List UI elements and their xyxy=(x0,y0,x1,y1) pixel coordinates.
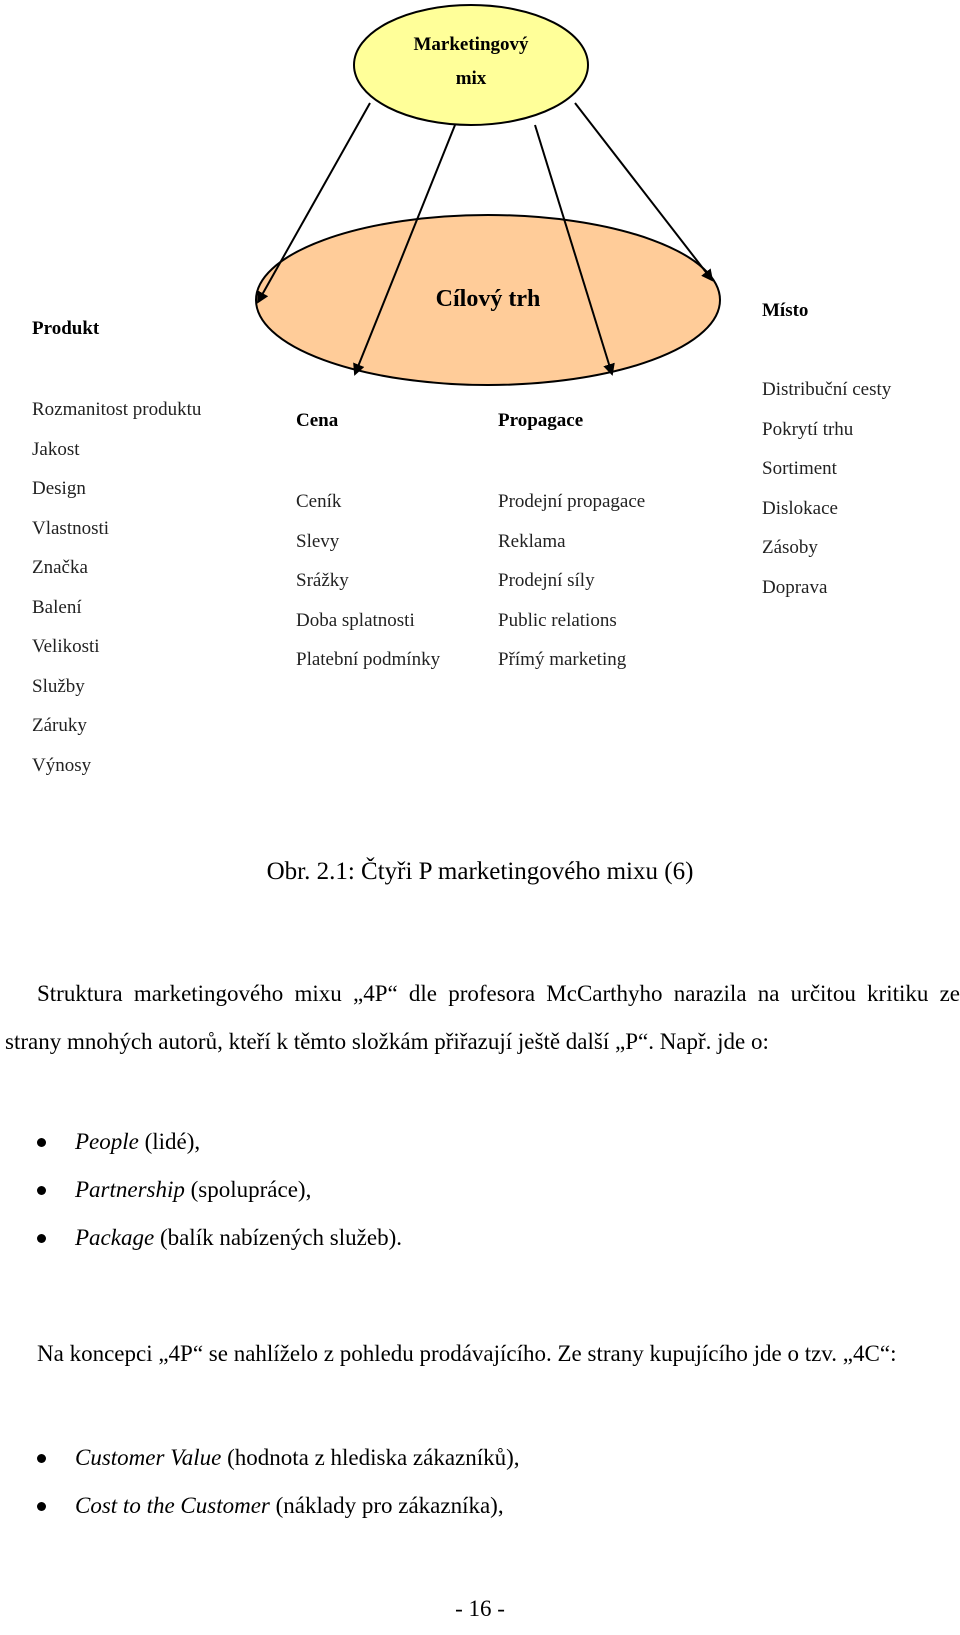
misto-heading: Místo xyxy=(762,300,809,321)
misto-item: Dislokace xyxy=(762,497,838,519)
bullet-icon xyxy=(37,1454,46,1463)
figure-caption: Obr. 2.1: Čtyři P marketingového mixu (6) xyxy=(266,858,694,885)
list-item-rest: (náklady pro zákazníka), xyxy=(269,1493,504,1518)
cena-item: Doba splatnosti xyxy=(296,609,415,631)
list-item xyxy=(0,1482,960,1530)
paragraph-1 xyxy=(5,970,960,1066)
bullet-icon xyxy=(37,1502,46,1511)
list-item xyxy=(0,1118,960,1166)
marketing-mix-label-line2: mix xyxy=(455,68,487,89)
produkt-item: Jakost xyxy=(32,438,80,460)
produkt-item: Vlastnosti xyxy=(32,517,110,539)
list-item-term: Partnership xyxy=(75,1177,185,1202)
produkt-items xyxy=(32,390,201,785)
misto-item: Distribuční cesty xyxy=(762,379,892,400)
produkt-item: Velikosti xyxy=(32,636,100,657)
paragraph-2 xyxy=(5,1330,960,1378)
page-number: - 16 - xyxy=(455,1596,505,1621)
produkt-item: Výnosy xyxy=(32,754,92,776)
misto-item: Doprava xyxy=(762,576,828,598)
produkt-heading: Produkt xyxy=(32,318,100,339)
list-item-rest: (spolupráce), xyxy=(184,1177,312,1202)
marketing-mix-label xyxy=(371,34,571,90)
bullet-icon xyxy=(37,1234,46,1243)
misto-item: Zásoby xyxy=(762,537,818,558)
cena-item: Ceník xyxy=(296,491,342,512)
list-item xyxy=(0,1214,960,1262)
additional-p-list xyxy=(0,1118,960,1262)
list-item-term: Cost to the Customer xyxy=(75,1493,270,1518)
misto-items xyxy=(762,370,891,607)
cena-heading: Cena xyxy=(296,410,339,431)
list-item-rest: (lidé), xyxy=(138,1129,201,1154)
produkt-item: Rozmanitost produktu xyxy=(32,399,202,420)
cena-item: Srážky xyxy=(296,570,349,591)
list-item xyxy=(0,1434,960,1482)
paragraph-2-text: Na koncepci „4P“ se nahlíželo z pohledu prodávajícího. Ze strany kupujícího jde o tzv. „4C“: xyxy=(37,1341,897,1366)
cena-item: Slevy xyxy=(296,530,340,552)
propagace-item: Prodejní síly xyxy=(498,570,595,591)
list-item-term: Customer Value xyxy=(75,1445,222,1470)
bullet-icon xyxy=(37,1186,46,1195)
produkt-item: Záruky xyxy=(32,715,87,736)
list-item xyxy=(0,1166,960,1214)
propagace-heading: Propagace xyxy=(498,410,584,431)
produkt-item: Balení xyxy=(32,596,82,618)
produkt-item: Služby xyxy=(32,675,85,697)
misto-item: Sortiment xyxy=(762,458,837,479)
list-item-rest: (hodnota z hlediska zákazníků), xyxy=(221,1445,520,1470)
propagace-items xyxy=(498,482,645,680)
four-c-list xyxy=(0,1434,960,1530)
produkt-item: Design xyxy=(32,478,86,499)
propagace-item: Public relations xyxy=(498,609,617,631)
propagace-item: Reklama xyxy=(498,530,566,552)
cena-items xyxy=(296,482,440,680)
marketing-mix-label-line1: Marketingový xyxy=(413,34,529,55)
list-item-term: Package xyxy=(75,1225,155,1250)
target-market-label: Cílový trh xyxy=(435,286,541,312)
misto-item: Pokrytí trhu xyxy=(762,418,854,440)
propagace-item: Prodejní propagace xyxy=(498,491,646,512)
list-item-term: People xyxy=(75,1129,139,1154)
propagace-item: Přímý marketing xyxy=(498,649,627,670)
list-item-rest: (balík nabízených služeb). xyxy=(154,1225,402,1250)
paragraph-1-text: Struktura marketingového mixu „4P“ dle profesora McCarthyho narazila na určitou kritiku ze strany mnohých autorů, kteří k těmto složkám přiřazují ještě další „P“. Např. jde o: xyxy=(5,981,960,1054)
produkt-item: Značka xyxy=(32,557,88,578)
bullet-icon xyxy=(37,1138,46,1147)
cena-item: Platební podmínky xyxy=(296,649,441,670)
